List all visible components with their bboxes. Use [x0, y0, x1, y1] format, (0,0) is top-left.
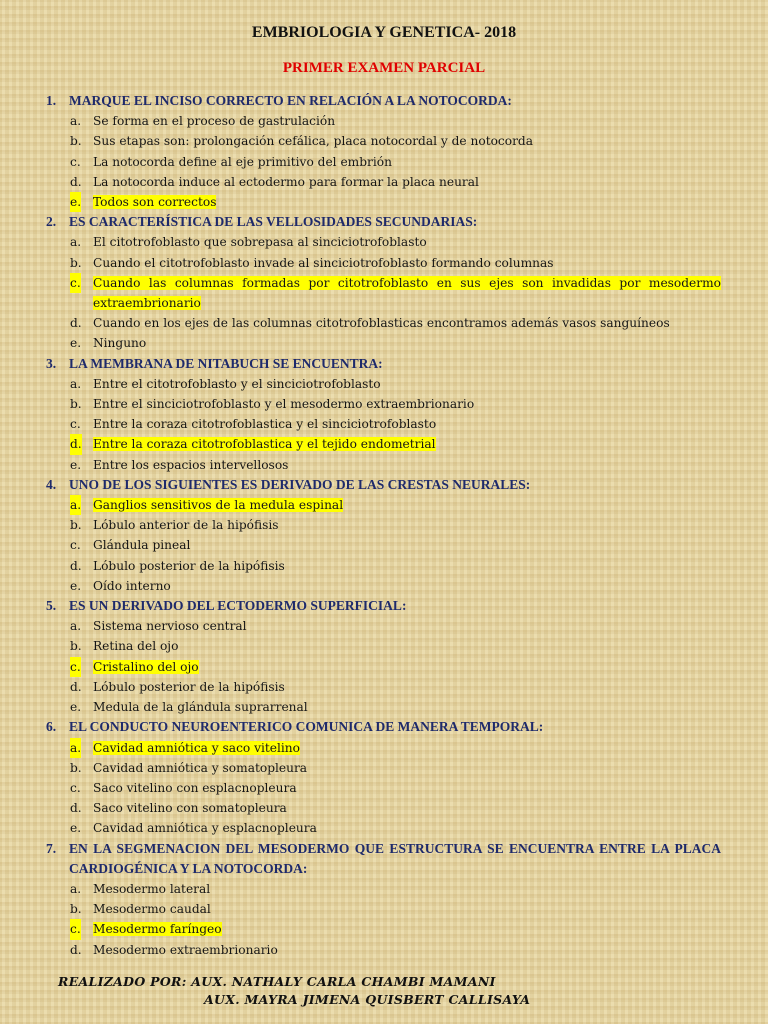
option-letter: c.	[70, 273, 81, 293]
option-letter: c.	[70, 919, 81, 939]
option-letter: d.	[70, 434, 82, 454]
question-1	[0, 91, 768, 111]
option-letter: a.	[70, 619, 82, 634]
answer-option	[0, 879, 768, 899]
question-2	[0, 212, 768, 232]
correct-answer-text: Mesodermo faríngeo	[93, 922, 222, 937]
answer-option	[0, 899, 768, 919]
option-text: Cavidad amniótica y esplacnopleura	[93, 821, 317, 836]
answer-option	[0, 232, 768, 252]
option-letter: b.	[70, 518, 82, 533]
answer-option	[0, 818, 768, 838]
option-text: Entre el citotrofoblasto y el sinciciotrofoblasto	[93, 376, 381, 391]
authors-footer	[58, 973, 530, 1009]
answer-option	[0, 919, 768, 939]
answer-option	[0, 434, 768, 454]
question-6	[0, 717, 768, 737]
option-text: Sus etapas son: prolongación cefálica, placa notocordal y de notocorda	[93, 134, 533, 149]
answer-option	[0, 495, 768, 515]
exam-title: EMBRIOLOGIA Y GENETICA- 2018	[251, 24, 517, 41]
option-letter: e.	[70, 457, 82, 472]
option-letter: d.	[70, 801, 82, 816]
answer-option	[0, 515, 768, 535]
option-text: Oído interno	[93, 578, 171, 593]
exam-subtitle: PRIMER EXAMEN PARCIAL	[282, 60, 486, 76]
option-text: La notocorda define al eje primitivo del embrión	[93, 154, 392, 169]
option-letter: a.	[70, 738, 81, 758]
option-letter: e.	[70, 578, 82, 593]
question-text: ES UN DERIVADO DEL ECTODERMO SUPERFICIAL:	[69, 598, 407, 614]
option-text: Lóbulo posterior de la hipófisis	[93, 679, 285, 694]
question-number: 1.	[46, 93, 57, 108]
option-letter: a.	[70, 376, 82, 391]
correct-answer-text: Todos son correctos	[93, 195, 217, 210]
option-letter: a.	[70, 495, 81, 515]
option-letter: b.	[70, 397, 82, 412]
option-letter: d.	[70, 942, 82, 957]
answer-option	[0, 313, 768, 333]
option-text: Entre la coraza citotrofoblastica y el sinciciotrofoblasto	[93, 417, 437, 432]
option-text: Mesodermo extraembrionario	[93, 942, 278, 957]
question-text: ES CARACTERÍSTICA DE LAS VELLOSIDADES SECUNDARIAS:	[69, 214, 478, 230]
question-number: 4.	[46, 476, 57, 492]
option-letter: e.	[70, 700, 82, 715]
option-letter: b.	[70, 760, 82, 775]
option-text: Lóbulo posterior de la hipófisis	[93, 558, 285, 573]
question-text: MARQUE EL INCISO CORRECTO EN RELACIÓN A LA NOTOCORDA:	[69, 93, 512, 108]
correct-answer-text: Cuando las columnas formadas por citotrofoblasto en sus ejes son invadidas por mesodermo extraembrionario	[93, 275, 721, 311]
option-text: La notocorda induce al ectodermo para formar la placa neural	[93, 174, 479, 189]
answer-option	[0, 798, 768, 818]
option-text: Sistema nervioso central	[93, 619, 247, 634]
option-text: Cavidad amniótica y somatopleura	[93, 760, 308, 775]
answer-option	[0, 677, 768, 697]
option-letter: c.	[70, 780, 81, 795]
answer-option	[0, 394, 768, 414]
answer-option	[0, 152, 768, 172]
correct-answer-text: Cristalino del ojo	[93, 659, 199, 674]
answer-option	[0, 273, 768, 313]
answer-option	[0, 940, 768, 960]
answer-option	[0, 556, 768, 576]
option-letter: c.	[70, 417, 81, 432]
authors-line-1: REALIZADO POR: AUX. NATHALY CARLA CHAMBI MAMANI	[58, 974, 496, 989]
answer-option	[0, 253, 768, 273]
option-letter: e.	[70, 192, 81, 212]
option-letter: b.	[70, 134, 82, 149]
question-text: UNO DE LOS SIGUIENTES ES DERIVADO DE LAS CRESTAS NEURALES:	[69, 476, 531, 492]
answer-option	[0, 576, 768, 596]
answer-option	[0, 333, 768, 353]
question-text: EN LA SEGMENACION DEL MESODERMO QUE ESTRUCTURA SE ENCUENTRA ENTRE LA PLACA CARDIOGÉNICA Y LA NOTOCORDA:	[69, 840, 721, 876]
option-letter: d.	[70, 679, 82, 694]
option-letter: d.	[70, 174, 82, 189]
option-letter: d.	[70, 316, 82, 331]
option-text: Medula de la glándula suprarrenal	[93, 700, 308, 715]
option-text: Ninguno	[93, 336, 147, 351]
question-number: 6.	[46, 719, 57, 735]
option-text: Lóbulo anterior de la hipófisis	[93, 518, 279, 533]
correct-answer-text: Entre la coraza citotrofoblastica y el tejido endometrial	[93, 437, 436, 452]
correct-answer-text: Cavidad amniótica y saco vitelino	[93, 740, 300, 755]
answer-option	[0, 535, 768, 555]
answer-option	[0, 131, 768, 151]
option-letter: d.	[70, 558, 82, 573]
option-text: Saco vitelino con somatopleura	[93, 801, 287, 816]
option-letter: c.	[70, 538, 81, 553]
answer-option	[0, 636, 768, 656]
option-text: Entre el sinciciotrofoblasto y el mesodermo extraembrionario	[93, 397, 475, 412]
option-letter: a.	[70, 881, 82, 896]
option-text: Cuando el citotrofoblasto invade al sinciciotrofoblasto formando columnas	[93, 255, 554, 270]
option-text: Se forma en el proceso de gastrulación	[93, 114, 336, 129]
answer-option	[0, 111, 768, 131]
option-letter: a.	[70, 114, 82, 129]
option-letter: b.	[70, 902, 82, 917]
answer-option	[0, 374, 768, 394]
option-letter: e.	[70, 821, 82, 836]
option-text: Cuando en los ejes de las columnas citotrofoblasticas encontramos además vasos sanguíneos	[93, 316, 670, 331]
option-text: El citotrofoblasto que sobrepasa al sinciciotrofoblasto	[93, 235, 427, 250]
answer-option	[0, 172, 768, 192]
answer-option	[0, 414, 768, 434]
question-number: 5.	[46, 598, 57, 614]
option-text: Entre los espacios intervellosos	[93, 457, 289, 472]
option-letter: b.	[70, 255, 82, 270]
option-text: Mesodermo caudal	[93, 902, 211, 917]
authors-line-2: AUX. MAYRA JIMENA QUISBERT CALLISAYA	[204, 992, 531, 1007]
question-5	[0, 596, 768, 616]
question-text: EL CONDUCTO NEUROENTERICO COMUNICA DE MANERA TEMPORAL:	[69, 719, 544, 735]
answer-option	[0, 738, 768, 758]
option-letter: c.	[70, 657, 81, 677]
question-3	[0, 354, 768, 374]
question-number: 7.	[46, 840, 57, 856]
option-letter: b.	[70, 639, 82, 654]
question-number: 3.	[46, 355, 57, 371]
correct-answer-text: Ganglios sensitivos de la medula espinal	[93, 498, 344, 513]
question-number: 2.	[46, 214, 57, 230]
question-list	[0, 91, 768, 960]
answer-option	[0, 758, 768, 778]
option-text: Mesodermo lateral	[93, 881, 211, 896]
option-text: Glándula pineal	[93, 538, 191, 553]
question-text: LA MEMBRANA DE NITABUCH SE ENCUENTRA:	[69, 355, 383, 371]
answer-option	[0, 697, 768, 717]
answer-option	[0, 192, 768, 212]
answer-option	[0, 778, 768, 798]
option-text: Saco vitelino con esplacnopleura	[93, 780, 297, 795]
option-text: Retina del ojo	[93, 639, 179, 654]
answer-option	[0, 657, 768, 677]
question-4	[0, 475, 768, 495]
answer-option	[0, 616, 768, 636]
question-7	[0, 839, 768, 879]
answer-option	[0, 455, 768, 475]
option-letter: a.	[70, 235, 82, 250]
option-letter: c.	[70, 154, 81, 169]
option-letter: e.	[70, 336, 82, 351]
